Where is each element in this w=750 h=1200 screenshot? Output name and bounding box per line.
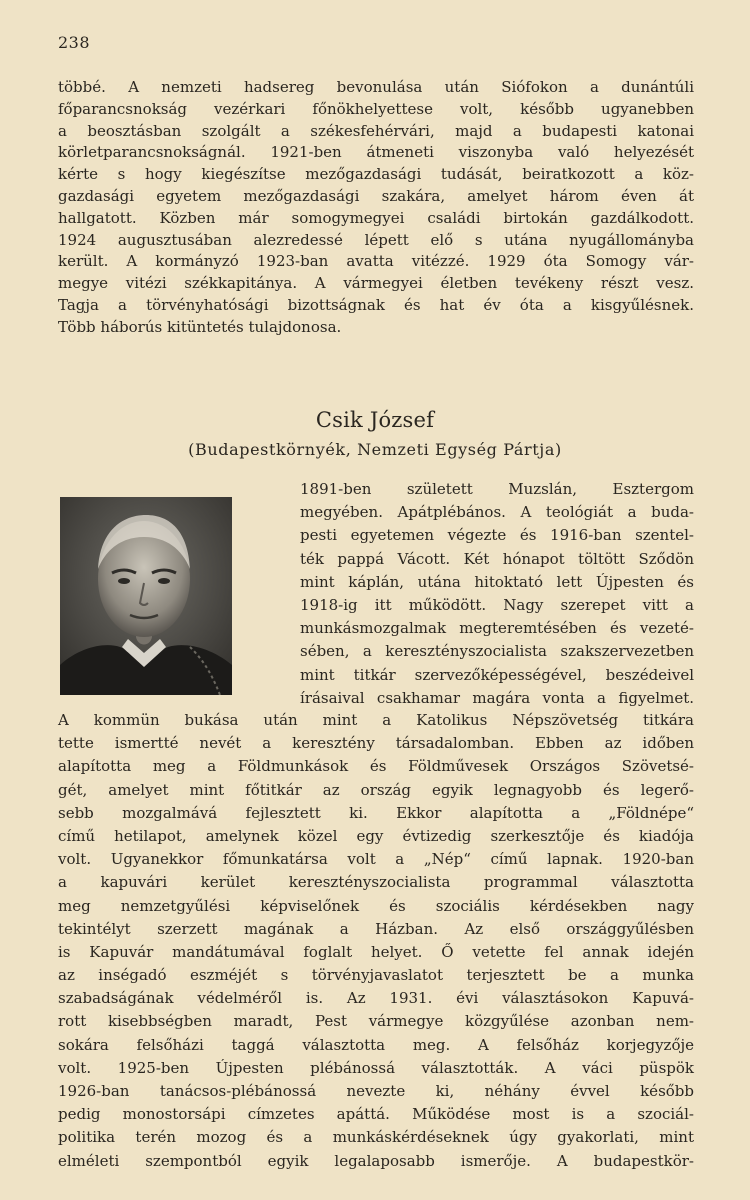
- text-line: a beosztásban szolgált a székesfehérvári, majd a budapesti katonai: [58, 121, 694, 140]
- text-line: mint titkár szervezőképességével, beszédeivel: [300, 665, 694, 684]
- text-line: körletparancsnokságnál. 1921-ben átmeneti viszonyba való helyezését: [58, 143, 694, 162]
- text-line: gét, amelyet mint főtitkár az ország egyik legnagyobb és legerő-: [58, 780, 694, 799]
- entry-main-paragraph: [58, 709, 694, 1173]
- text-line: többé. A nemzeti hadsereg bevonulása után Siófokon a dunántúli: [58, 78, 694, 96]
- text-line: sebb mozgalmává fejlesztett ki. Ekkor alapította a „Földnépe“: [58, 803, 694, 822]
- text-line: című hetilapot, amelynek közel egy évtizedig szerkesztője és kiadója: [58, 826, 694, 845]
- text-line: Tagja a törvényhatósági bizottságnak és hat év óta a kisgyűlésnek.: [58, 295, 694, 314]
- text-line: 1891-ben született Muzslán, Esztergom: [300, 480, 694, 498]
- text-line: megyében. Apátplébános. A teológiát a buda-: [300, 503, 694, 522]
- text-line: rott kisebbségben maradt, Pest vármegye közgyűlése azonban nem-: [58, 1012, 694, 1031]
- portrait-photo: [60, 497, 232, 695]
- text-line: a kapuvári kerület keresztényszocialista programmal választotta: [58, 873, 694, 892]
- text-line: volt. 1925-ben Újpesten plébánossá választották. A váci püspök: [58, 1058, 694, 1077]
- text-line: volt. Ugyanekkor főmunkatársa volt a „Nép“ című lapnak. 1920-ban: [58, 850, 694, 869]
- text-line: 1918-ig itt működött. Nagy szerepet vitt a: [300, 595, 694, 614]
- text-line: írásaival csakhamar magára vonta a figyelmet.: [300, 688, 694, 707]
- text-line: szabadságának védelméről is. Az 1931. évi választásokon Kapuvá-: [58, 989, 694, 1008]
- portrait-photo-illustration: [60, 497, 232, 695]
- text-line: pedig monostorsápi címzetes apáttá. Működése most is a szociál-: [58, 1105, 694, 1124]
- text-line: gazdasági egyetem mezőgazdasági szakára, amelyet három éven át: [58, 186, 694, 205]
- text-line: az inségadó eszméjét s törvényjavaslatot terjesztett be a munka: [58, 966, 694, 985]
- text-line: tekintélyt szerzett magának a Házban. Az első országgyűlésben: [58, 919, 694, 938]
- text-line: került. A kormányzó 1923-ban avatta vitézzé. 1929 óta Somogy vár-: [58, 252, 694, 271]
- text-line: elméleti szempontból egyik legalaposabb ismerője. A budapestkör-: [58, 1151, 694, 1170]
- text-line: megye vitézi székkapitánya. A vármegyei életben tevékeny részt vesz.: [58, 274, 694, 293]
- text-line: főparancsnokság vezérkari főnökhelyettese volt, később ugyanebben: [58, 99, 694, 118]
- text-line: ték pappá Vácott. Két hónapot töltött Sződön: [300, 549, 694, 568]
- entry-affiliation: (Budapestkörnyék, Nemzeti Egység Pártja): [188, 440, 562, 459]
- text-line: tette ismertté nevét a keresztény társadalomban. Ebben az időben: [58, 734, 694, 753]
- page-number: 238: [58, 33, 91, 52]
- text-line: hallgatott. Közben már somogymegyei családi birtokán gazdálkodott.: [58, 208, 694, 227]
- text-line: sében, a keresztényszocialista szakszervezetben: [300, 642, 694, 661]
- text-line: kérte s hogy kiegészítse mezőgazdasági tudását, beiratkozott a köz-: [58, 165, 694, 184]
- previous-biography-paragraph: [58, 77, 694, 339]
- text-line: is Kapuvár mandátumával foglalt helyet. Ő vetette fel annak idején: [58, 942, 694, 961]
- text-line: munkásmozgalmak megteremtésében és vezeté-: [300, 619, 694, 638]
- text-line: alapította meg a Földmunkások és Földművesek Országos Szövetsé-: [58, 757, 694, 776]
- text-line: 1926-ban tanácsos-plébánossá nevezte ki, néhány évvel később: [58, 1082, 694, 1100]
- entry-name-heading: Csik József: [315, 408, 435, 432]
- text-line: mint káplán, utána hitoktató lett Újpesten és: [300, 572, 694, 591]
- text-line: A kommün bukása után mint a Katolikus Népszövetség titkára: [58, 711, 694, 729]
- text-line: politika terén mozog és a munkáskérdéseknek úgy gyakorlati, mint: [58, 1128, 694, 1147]
- text-line: pesti egyetemen végezte és 1916-ban szentel-: [300, 526, 694, 545]
- text-line: Több háborús kitüntetés tulajdonosa.: [58, 317, 342, 336]
- text-line: 1924 augusztusában alezredessé lépett elő s utána nyugállományba: [58, 230, 694, 249]
- text-line: sokára felsőházi taggá választotta meg. A felsőház korjegyzője: [58, 1035, 694, 1054]
- text-line: meg nemzetgyűlési képviselőnek és szociális kérdésekben nagy: [58, 896, 694, 915]
- entry-intro-paragraph: [300, 478, 694, 710]
